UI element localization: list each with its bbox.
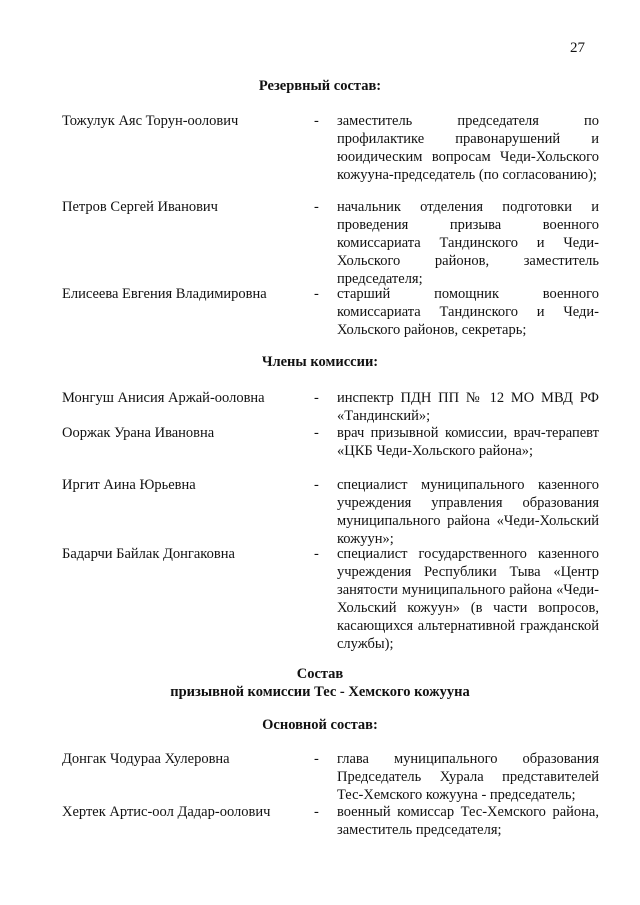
dash-separator: -: [314, 390, 319, 406]
member-name: Хертек Артис-оол Дадар-оолович: [62, 804, 271, 820]
dash-separator: -: [314, 425, 319, 441]
members-heading: Члены комиссии:: [261, 354, 379, 370]
member-role: специалист государственного казенного учреждения Республики Тыва «Центр занятости муниципального района «Чеди-Хольский кожуун» (в части вопросов, касающихся альтернативной гражданской службы);: [337, 546, 599, 652]
dash-separator: -: [314, 477, 319, 493]
main-heading: Основной состав:: [262, 717, 378, 733]
member-name: Монгуш Анисия Аржай-ооловна: [62, 390, 265, 406]
member-role: старший помощник военного комиссариата Тандинского и Чеди-Хольского районов, секретарь;: [337, 286, 599, 338]
member-name: Петров Сергей Иванович: [62, 199, 218, 215]
dash-separator: -: [314, 113, 319, 129]
dash-separator: -: [314, 199, 319, 215]
composition-title: Состав: [296, 666, 344, 682]
member-role: начальник отделения подготовки и проведения призыва военного комиссариата Тандинского и Чеди-Хольского районов, заместитель председателя;: [337, 199, 599, 287]
member-name: Донгак Чодураа Хулеровна: [62, 751, 230, 767]
member-name: Иргит Аина Юрьевна: [62, 477, 196, 493]
member-role: заместитель председателя по профилактике правонарушений и юоидическим вопросам Чеди-Хольского кожууна-председатель (по согласованию);: [337, 113, 599, 183]
member-role: военный комиссар Тес-Хемского района, заместитель председателя;: [337, 804, 599, 838]
composition-subtitle: призывной комиссии Тес - Хемского кожууна: [170, 684, 470, 700]
member-name: Тожулук Аяс Торун-оолович: [62, 113, 239, 129]
dash-separator: -: [314, 286, 319, 302]
member-role: врач призывной комиссии, врач-терапевт «ЦКБ Чеди-Хольского района»;: [337, 425, 599, 459]
dash-separator: -: [314, 751, 319, 767]
member-role: глава муниципального образования Председатель Хурала представителей Тес-Хемского кожууна - председатель;: [337, 751, 599, 803]
member-name: Ооржак Урана Ивановна: [62, 425, 215, 441]
page-number: 27: [570, 40, 585, 56]
member-role: специалист муниципального казенного учреждения управления образования муниципального района «Чеди-Хольский кожуун»;: [337, 477, 599, 547]
dash-separator: -: [314, 546, 319, 562]
member-name: Бадарчи Байлак Донгаковна: [62, 546, 235, 562]
member-name: Елисеева Евгения Владимировна: [62, 286, 267, 302]
member-role: инспектр ПДН ПП № 12 МО МВД РФ «Тандинский»;: [337, 390, 599, 424]
dash-separator: -: [314, 804, 319, 820]
reserve-heading: Резервный состав:: [258, 78, 382, 94]
